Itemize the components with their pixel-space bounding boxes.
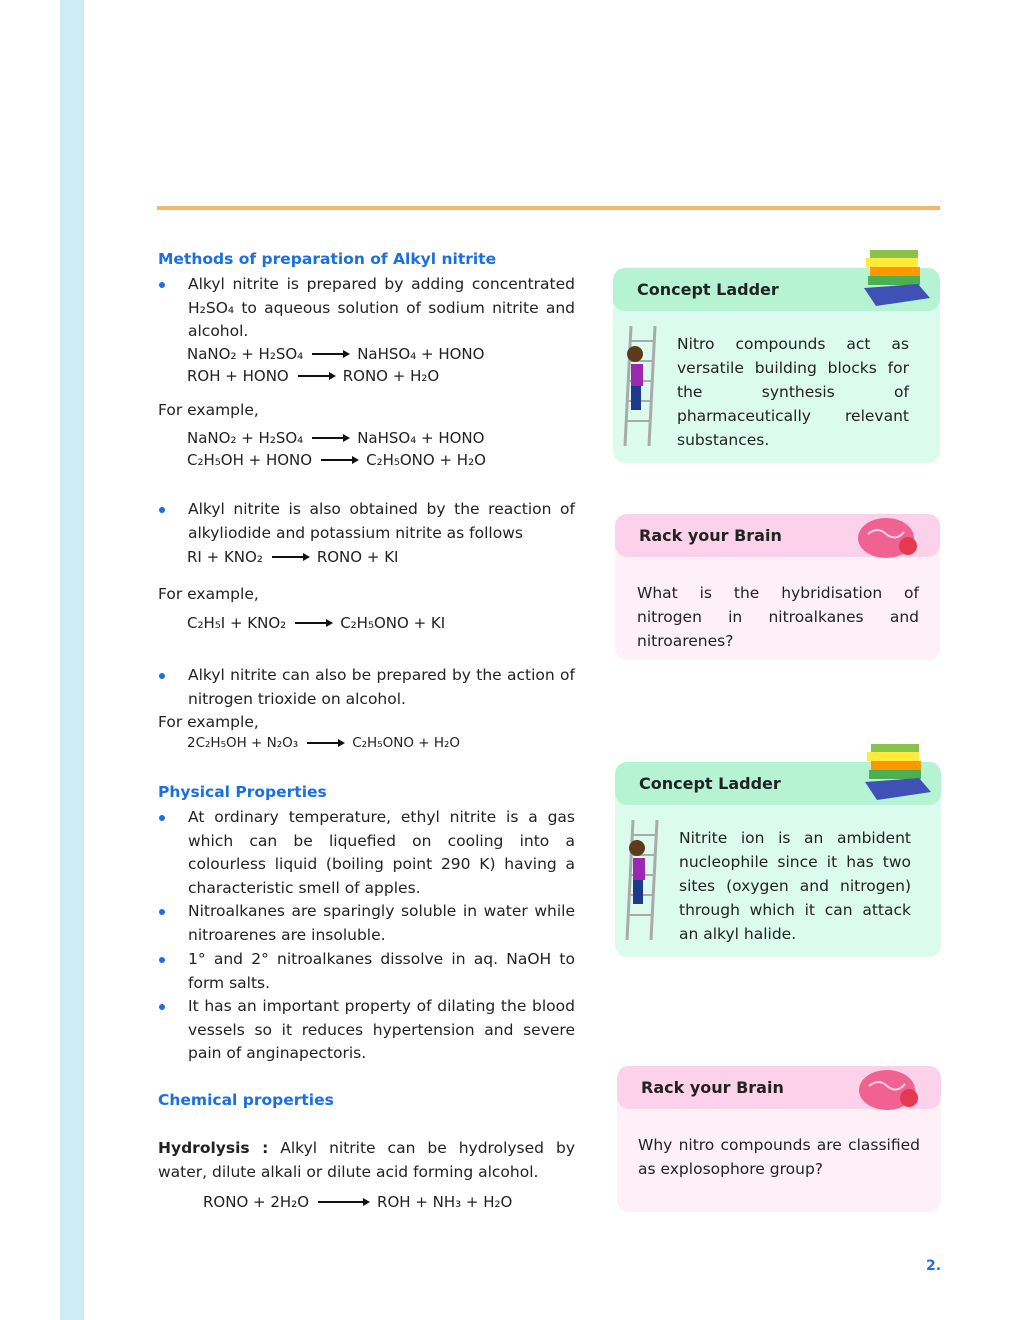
bullet-item: It has an important property of dilating the blood vessels so it reduces hypertension and severe pain of anginapectoris. (158, 995, 575, 1066)
equation (187, 451, 486, 469)
hydrolysis-label: Hydrolysis : (158, 1139, 269, 1157)
box-title: Concept Ladder (615, 762, 941, 805)
bullet-item: Nitroalkanes are sparingly soluble in water while nitroarenes are insoluble. (158, 900, 575, 947)
arrow-icon (312, 437, 348, 439)
concept-ladder-box (613, 268, 940, 463)
ladder-girl-icon (621, 326, 661, 446)
arrow-icon (272, 556, 308, 558)
eq-lhs: ROH + HONO (187, 367, 289, 385)
box-text: What is the hybridisation of nitrogen in nitroalkanes and nitroarenes? (637, 584, 919, 650)
eq-lhs: NaNO₂ + H₂SO₄ (187, 345, 304, 363)
example-label: For example, (158, 585, 259, 603)
heading-chemical: Chemical properties (158, 1091, 334, 1109)
bullet-item: 1° and 2° nitroalkanes dissolve in aq. NaOH to form salts. (158, 948, 575, 995)
eq-lhs: NaNO₂ + H₂SO₄ (187, 429, 304, 447)
equation (187, 429, 484, 447)
eq-rhs: C₂H₅ONO + H₂O (352, 735, 461, 751)
bullet-item: Alkyl nitrite is also obtained by the reaction of alkyliodide and potassium nitrite as follows (158, 498, 575, 545)
bullet-item: Alkyl nitrite can also be prepared by the action of nitrogen trioxide on alcohol. (158, 664, 575, 711)
box-title: Rack your Brain (617, 1066, 941, 1109)
header-rule (157, 206, 940, 210)
arrow-icon (318, 1201, 368, 1203)
arrow-icon (295, 622, 331, 624)
example-label: For example, (158, 713, 259, 731)
box-text: Why nitro compounds are classified as explosophore group? (638, 1136, 920, 1178)
books-icon (862, 248, 934, 312)
margin-stripe (60, 0, 84, 1320)
equation (187, 367, 439, 385)
eq-lhs: C₂H₅OH + HONO (187, 451, 313, 469)
eq-lhs: RI + KNO₂ (187, 548, 263, 566)
arrow-icon (312, 353, 348, 355)
box-title: Rack your Brain (615, 514, 940, 557)
eq-rhs: NaHSO₄ + HONO (357, 345, 485, 363)
equation (187, 735, 460, 751)
box-text: Nitro compounds act as versatile building blocks for the synthesis of pharmaceutically relevant substances. (677, 335, 909, 449)
eq-rhs: C₂H₅ONO + H₂O (366, 451, 486, 469)
eq-lhs: 2C₂H₅OH + N₂O₃ (187, 735, 299, 751)
page-number: 2. (926, 1258, 942, 1274)
rack-your-brain-box (615, 514, 940, 660)
ladder-girl-icon (623, 820, 663, 940)
equation (203, 1193, 512, 1211)
box-text: Nitrite ion is an ambident nucleophile since it has two sites (oxygen and nitrogen) through which it can attack an alkyl halide. (679, 829, 911, 943)
eq-lhs: C₂H₅I + KNO₂ (187, 614, 287, 632)
eq-rhs: NaHSO₄ + HONO (357, 429, 485, 447)
equation (187, 345, 484, 363)
eq-rhs: ROH + NH₃ + H₂O (377, 1193, 513, 1211)
equation (187, 614, 445, 632)
bullet-item: Alkyl nitrite is prepared by adding concentrated H₂SO₄ to aqueous solution of sodium nitrite and alcohol. (158, 273, 575, 344)
rack-your-brain-box (617, 1066, 941, 1212)
eq-lhs: RONO + 2H₂O (203, 1193, 310, 1211)
brain-icon (857, 1066, 921, 1116)
books-icon (863, 742, 935, 806)
eq-rhs: C₂H₅ONO + KI (340, 614, 446, 632)
eq-rhs: RONO + KI (316, 548, 399, 566)
bullet-item: At ordinary temperature, ethyl nitrite is a gas which can be liquefied on cooling into a colourless liquid (boiling point 290 K) having a characteristic smell of apples. (158, 806, 575, 900)
hydrolysis-text: Alkyl nitrite can be hydrolysed by water, dilute alkali or dilute acid forming alcohol. (158, 1139, 575, 1181)
arrow-icon (298, 375, 334, 377)
box-title: Concept Ladder (613, 268, 940, 311)
example-label: For example, (158, 401, 259, 419)
equation (187, 548, 398, 566)
eq-rhs: RONO + H₂O (342, 367, 440, 385)
concept-ladder-box (615, 762, 941, 957)
hydrolysis-paragraph (158, 1137, 575, 1184)
heading-methods: Methods of preparation of Alkyl nitrite (158, 250, 497, 268)
arrow-icon (307, 742, 343, 744)
heading-physical: Physical Properties (158, 783, 327, 801)
arrow-icon (321, 459, 357, 461)
brain-icon (856, 514, 920, 564)
